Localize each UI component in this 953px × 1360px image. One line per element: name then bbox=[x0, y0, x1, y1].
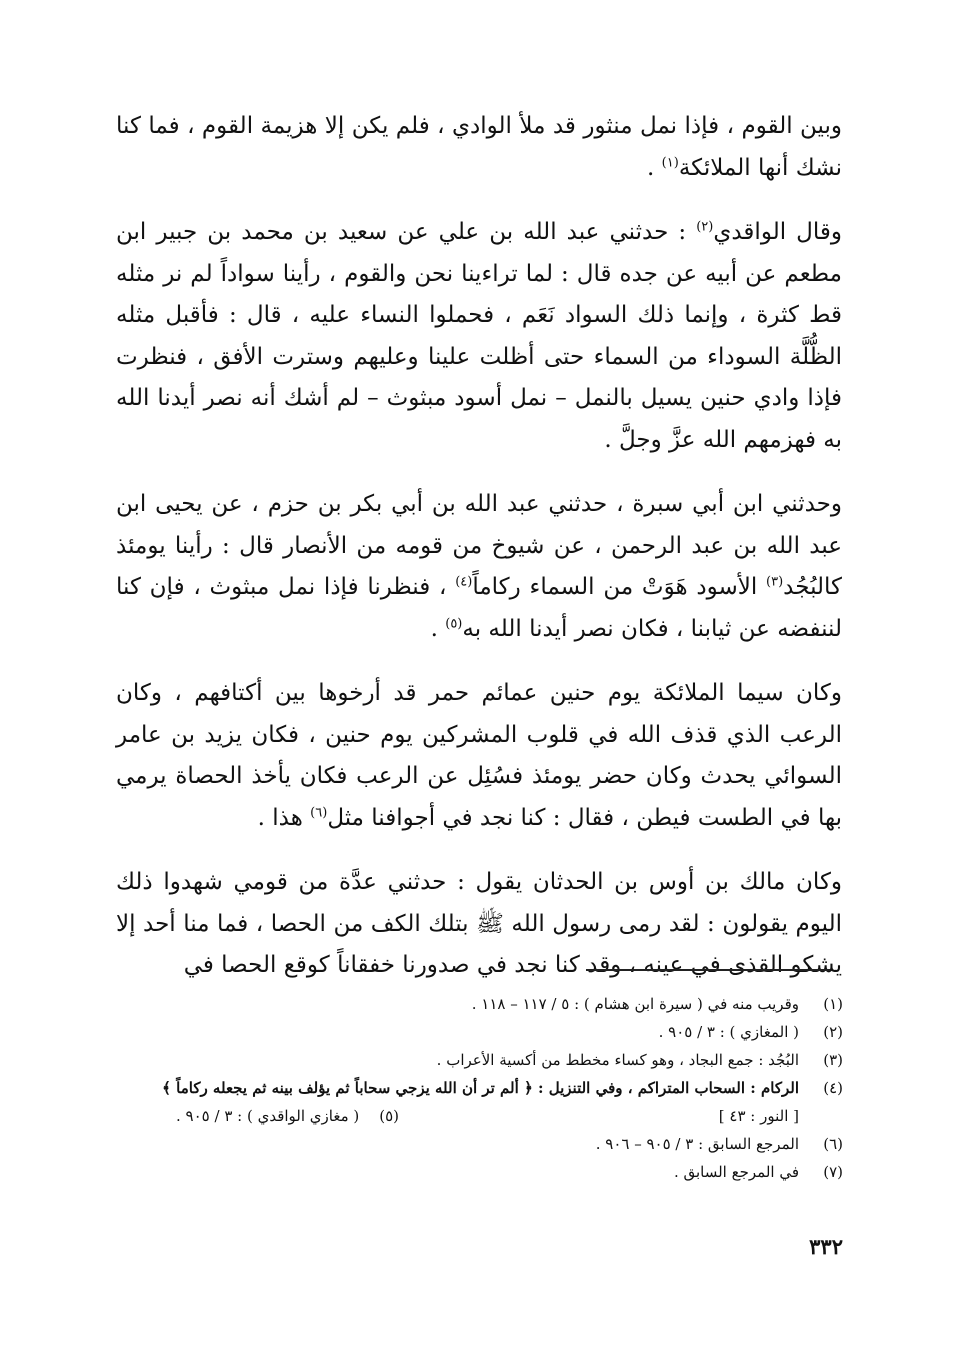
footnote-number: (٣) bbox=[823, 1051, 843, 1069]
footnote-continuation bbox=[116, 1102, 843, 1130]
footnote-text: ( المغازي ) : ٣ / ٩٠٥ . bbox=[658, 1023, 799, 1041]
footnote-number: (١) bbox=[823, 995, 843, 1013]
footnote-text: ( مغازي الواقدي ) : ٣ / ٩٠٥ . bbox=[176, 1107, 360, 1125]
footnotes bbox=[116, 990, 843, 1186]
paragraph-2: وقال الواقدي$^{(٢)}$ : حدثني عبد الله بن علي عن سعيد بن محمد بن جبير ابن مطعم عن أبيه عن جده قال : لما تراءينا نحن والقوم ، رأينا سواداً لم نر مثله قط كثرة ، وإنما ذلك السواد نَعَم ، فحملوا النساء عليه ، قال : فأقبل مثله الظُّلَّة السوداء من السماء حتى أظلت علينا وعليهم وسترت الأفق ، فنظرت فإذا وادي حنين يسيل بالنمل – نمل أسود مبثوث – لم أشك أنه نصر أيدنا الله به فهزمهم الله عزَّ وجلَّ . bbox=[116, 219, 843, 453]
footnote-text: في المرجع السابق . bbox=[673, 1163, 799, 1181]
footnote-item bbox=[116, 990, 843, 1018]
paragraph-3: وحدثني ابن أبي سبرة ، حدثني عبد الله بن أبي بكر بن حزم ، عن يحيى ابن عبد الله بن عبد الرحمن ، عن شيوخ من قومه من الأنصار قال : رأينا يومئذ كالبُجُد$^{(٣)}$ الأسود هَوَتْ من السماء ركاماً$^{(٤)}$ ، فنظرنا فإذا نمل مبثوث ، فإن كنا لننفضه عن ثيابنا ، فكان نصر أيدنا الله به$^{(٥)}$ . bbox=[116, 491, 842, 642]
footnote-ref[interactable]: (٤) bbox=[455, 574, 473, 590]
quran-reference: [ النور : ٤٣ ] bbox=[718, 1107, 799, 1125]
footnote-item bbox=[116, 1074, 843, 1102]
footnote-ref[interactable]: (٥) bbox=[445, 615, 463, 631]
footnote-item bbox=[116, 1046, 843, 1074]
footnote-ref[interactable]: (١) bbox=[661, 154, 679, 170]
footnote-item bbox=[116, 1158, 843, 1186]
main-text bbox=[116, 106, 842, 1010]
footnote-number: (٦) bbox=[823, 1135, 843, 1153]
footnote-text: المرجع السابق : ٣ / ٩٠٥ – ٩٠٦ . bbox=[595, 1135, 799, 1153]
footnote-number: (٤) bbox=[823, 1079, 843, 1097]
footnote-number: (٥) bbox=[379, 1107, 400, 1125]
page-number: ٣٣٢ bbox=[809, 1234, 843, 1259]
footnote-divider bbox=[586, 969, 830, 971]
footnote-text: الركام : السحاب المتراكم ، وفي التنزيل : ﴿ ألم تر أن الله يزجي سحاباً ثم يؤلف بينه ثم يجعله ركاماً ﴾ bbox=[162, 1079, 799, 1097]
footnote-item bbox=[116, 1018, 843, 1046]
footnote-item-inline bbox=[116, 1102, 399, 1130]
footnote-ref[interactable]: (٦) bbox=[310, 804, 328, 820]
footnote-number: (٧) bbox=[823, 1163, 843, 1181]
paragraph-5: وكان مالك بن أوس بن الحدثان يقول : حدثني عدَّة من قومي شهدوا ذلك اليوم يقولون : لقد رمى رسول الله ﷺ بتلك الكف من الحصا ، فما منا أحد إلا يشكو القذى في عينه ، وقد كنا نجد في صدورنا خفقاناً كوقع الحصا في bbox=[116, 869, 842, 978]
paragraph-1: وبين القوم ، فإذا نمل منثور قد ملأ الوادي ، فلم يكن إلا هزيمة القوم ، فما كنا نشك أنها الملائكة$^{(١)}$ . bbox=[116, 113, 842, 181]
footnote-ref[interactable]: (٣) bbox=[766, 574, 784, 590]
paragraph-4: وكان سيما الملائكة يوم حنين عمائم حمر قد أرخوها بين أكتافهم ، وكان الرعب الذي قذف الله في قلوب المشركين يوم حنين ، فكان يزيد بن عامر السوائي يحدث وكان حضر يومئذ فسُئِل عن الرعب فكان يأخذ الحصاة يرمي بها في الطست فيطن ، فقال : كنا نجد في أجوافنا مثل$^{(٦)}$ هذا . bbox=[116, 680, 842, 831]
footnote-item bbox=[116, 1130, 843, 1158]
footnote-text: البُجُد : جمع البجاد ، وهو كساء مخطط من أكسية الأعراب . bbox=[436, 1051, 799, 1069]
footnote-ref[interactable]: (٢) bbox=[696, 219, 714, 235]
footnote-number: (٢) bbox=[823, 1023, 843, 1041]
footnote-text: وقريب منه في ( سيرة ابن هشام ) : ٥ / ١١٧ – ١١٨ . bbox=[471, 995, 799, 1013]
